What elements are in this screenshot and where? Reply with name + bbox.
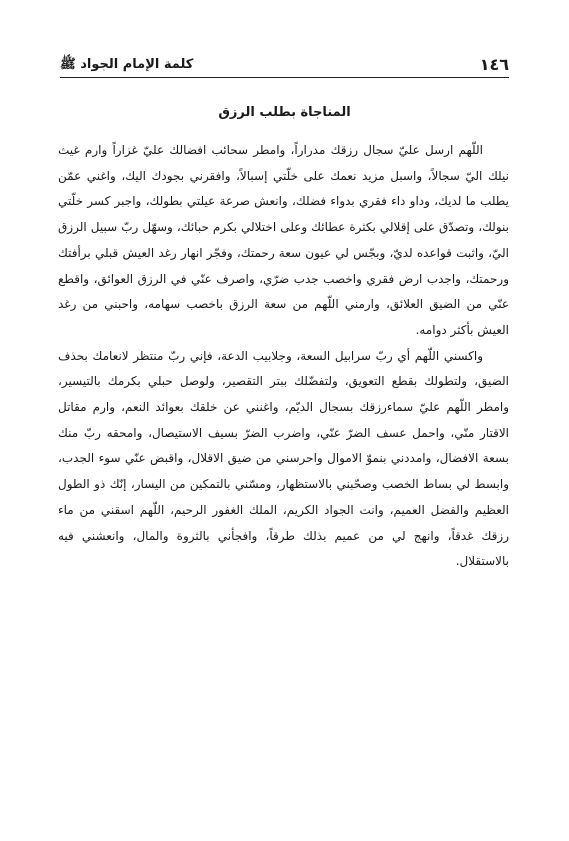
body-text <box>58 138 509 575</box>
header-divider <box>60 77 509 78</box>
section-title: المناجاة بطلب الرزق <box>218 105 351 120</box>
paragraph-2: واكسني اللّهم أي ربّ سرابيل السعة، وجلابيب الدعة، فإني ربّ منتظر لانعامك بحذف الضيق، ولتطولك بقطع التعويق، ولتفضّلك ببتر التقصير، ولوصل حبلي بكرمك بالتيسير، وامطر اللّهم عليّ سماءرزقك بسجال الديّم، واغنني عن خلقك بعوائد النعم، وارم مقاتل الاقتار منّي، واحمل عسف الضرّ عنّي، واضرب الضرّ بسيف الاستيصال، وامحقه ربّ منك بسعة الافضال، وامددني بنموّ الاموال واحرسني من ضيق الاقلال، واقبض عنّي سوء الجدب، وابسط لي بساط الخصب وصحّبني بالاستظهار، ومسّني بالتمكين من اليسار، إنّك ذو الطول العظيم والفضل العميم، وانت الجواد الكريم، الملك الغفور الرحيم، اللّهم اسقني من ماء رزقك غدقاً، وانهج لي من عميم بذلك طرقاً، وافجأني بالثروة والمال، وانعشني فيه بالاستقلال. <box>58 348 509 569</box>
paragraph-1: اللّهم ارسل عليّ سجال رزقك مدراراً، وامطر سحائب افضالك عليّ غزاراً وارم غيث نيلك اليّ سجالاً، واسبل مزيد نعمك على خلّتي إسبالاً، وافقرني بجودك اليك، واغني عمّن يطلب ما لديك، وداو داء فقري بدواء فضلك، وانعش صرعة عيلتي بطولك، واجبر كسر خلّتي بنولك، وتصدّق على إقلالي بكثرة عطائك وعلى اختلالي بكرم حبائك، وسهّل ربّ سبيل الرزق اليّ، واثبت قواعده لديّ، وبجّس لي عيون سعة رحمتك، وفجّر انهار رغد العيش قبلي برأفتك ورحمتك، واجدب ارض فقري واخصب جدب ضرّي، واصرف عنّي في الرزق العوائق، واقطع عنّي من الضيق العلائق، وارمني اللّهم من سعة الرزق باخصب سهامه، واحبني من رغد العيش بأكثر دوامه. <box>58 143 509 337</box>
page-number: ١٤٦ <box>479 55 509 74</box>
running-header <box>60 49 509 75</box>
book-title: كلمة الإمام الجواد ﷺ <box>60 57 194 72</box>
